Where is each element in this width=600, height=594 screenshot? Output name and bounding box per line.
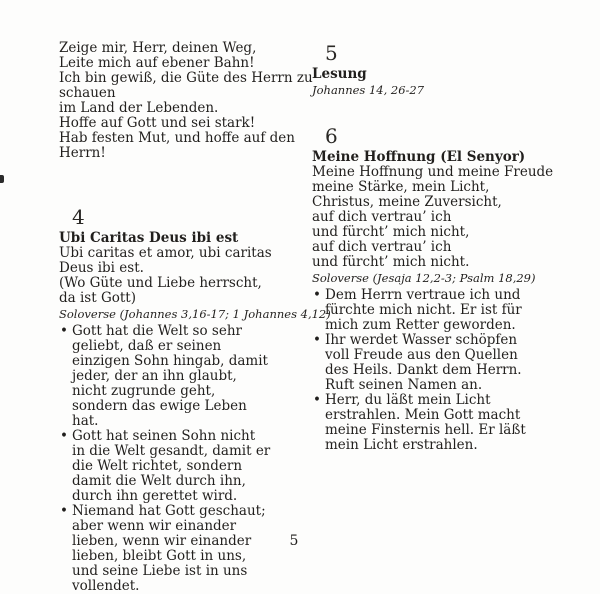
section-5-number: 5 [325,41,338,65]
poem-line: Leite mich auf ebener Bahn! [59,55,255,71]
poem-line: im Land der Lebenden. [59,100,219,116]
poem-line: schauen [59,85,116,101]
bullet-item: • Gott hat seinen Sohn nicht in die Welt gesandt, damit er die Welt richtet, sondern damit die Welt durch ihn, durch ihn gerettet wird. [59,429,272,504]
section-4-reference: Soloverse (Johannes 3,16-17; 1 Johannes 4,12) [59,307,331,321]
scan-artifact-mark [0,175,4,183]
verse-line: und fürcht’ mich nicht, [312,224,470,240]
verse-line: und fürcht’ mich nicht. [312,254,470,270]
section-4-number: 4 [72,205,85,229]
section-6-verse [312,164,554,270]
poem-line: Hoffe auf Gott und sei stark! [59,115,256,131]
section-5 [312,43,538,98]
verse-line: auf dich vertrau’ ich [312,209,452,225]
verse-line: da ist Gott) [59,290,136,306]
bullet-item: • Gott hat die Welt so sehr geliebt, daß er seinen einzigen Sohn hingab, damit jeder, der an ihn glaubt, nicht zugrunde geht, sondern das ewige Leben hat. [59,324,272,429]
section-5-reference: Johannes 14, 26-27 [312,83,425,97]
verse-line: auf dich vertrau’ ich [312,239,452,255]
section-4-title: Ubi Caritas Deus ibi est [59,230,239,246]
verse-line: meine Stärke, mein Licht, [312,179,490,195]
right-column [312,41,554,453]
section-6-bullets [312,288,538,453]
bullet-item: • Niemand hat Gott geschaut; aber wenn wir einander lieben, wenn wir einander lieben, bleibt Gott in uns, und seine Liebe ist in uns vollendet. [59,504,272,594]
section-4-verse [59,246,272,306]
section-5-title: Lesung [312,66,367,82]
bullet-item: • Herr, du läßt mein Licht erstrahlen. Mein Gott macht meine Finsternis hell. Er läßt mein Licht erstrahlen. [312,393,538,453]
verse-line: (Wo Güte und Liebe herrscht, [59,275,262,291]
section-6-reference: Soloverse (Jesaja 12,2-3; Psalm 18,29) [312,271,536,285]
poem-block [59,40,313,161]
verse-line: Deus ibi est. [59,260,144,276]
verse-line: Ubi caritas et amor, ubi caritas [59,245,272,261]
section-4-bullets [59,324,272,594]
bullet-item: • Dem Herrn vertraue ich und fürchte mich nicht. Er ist für mich zum Retter geworden. [312,288,538,333]
left-column [59,40,331,594]
verse-line: Christus, meine Zuversicht, [312,194,502,210]
bullet-item: • Ihr werdet Wasser schöpfen voll Freude aus den Quellen des Heils. Dankt dem Herrn. Ruft seinen Namen an. [312,333,538,393]
page-number: 5 [289,533,299,549]
poem-line: Zeige mir, Herr, deinen Weg, [59,40,257,56]
poem-line: Ich bin gewiß, die Güte des Herrn zu [59,70,313,86]
section-6-title: Meine Hoffnung (El Senyor) [312,149,526,165]
poem-line: Hab festen Mut, und hoffe auf den [59,130,295,146]
section-6 [312,124,554,453]
poem-line: Herrn! [59,145,106,161]
verse-line: Meine Hoffnung und meine Freude [312,164,554,180]
section-6-number: 6 [325,124,338,148]
